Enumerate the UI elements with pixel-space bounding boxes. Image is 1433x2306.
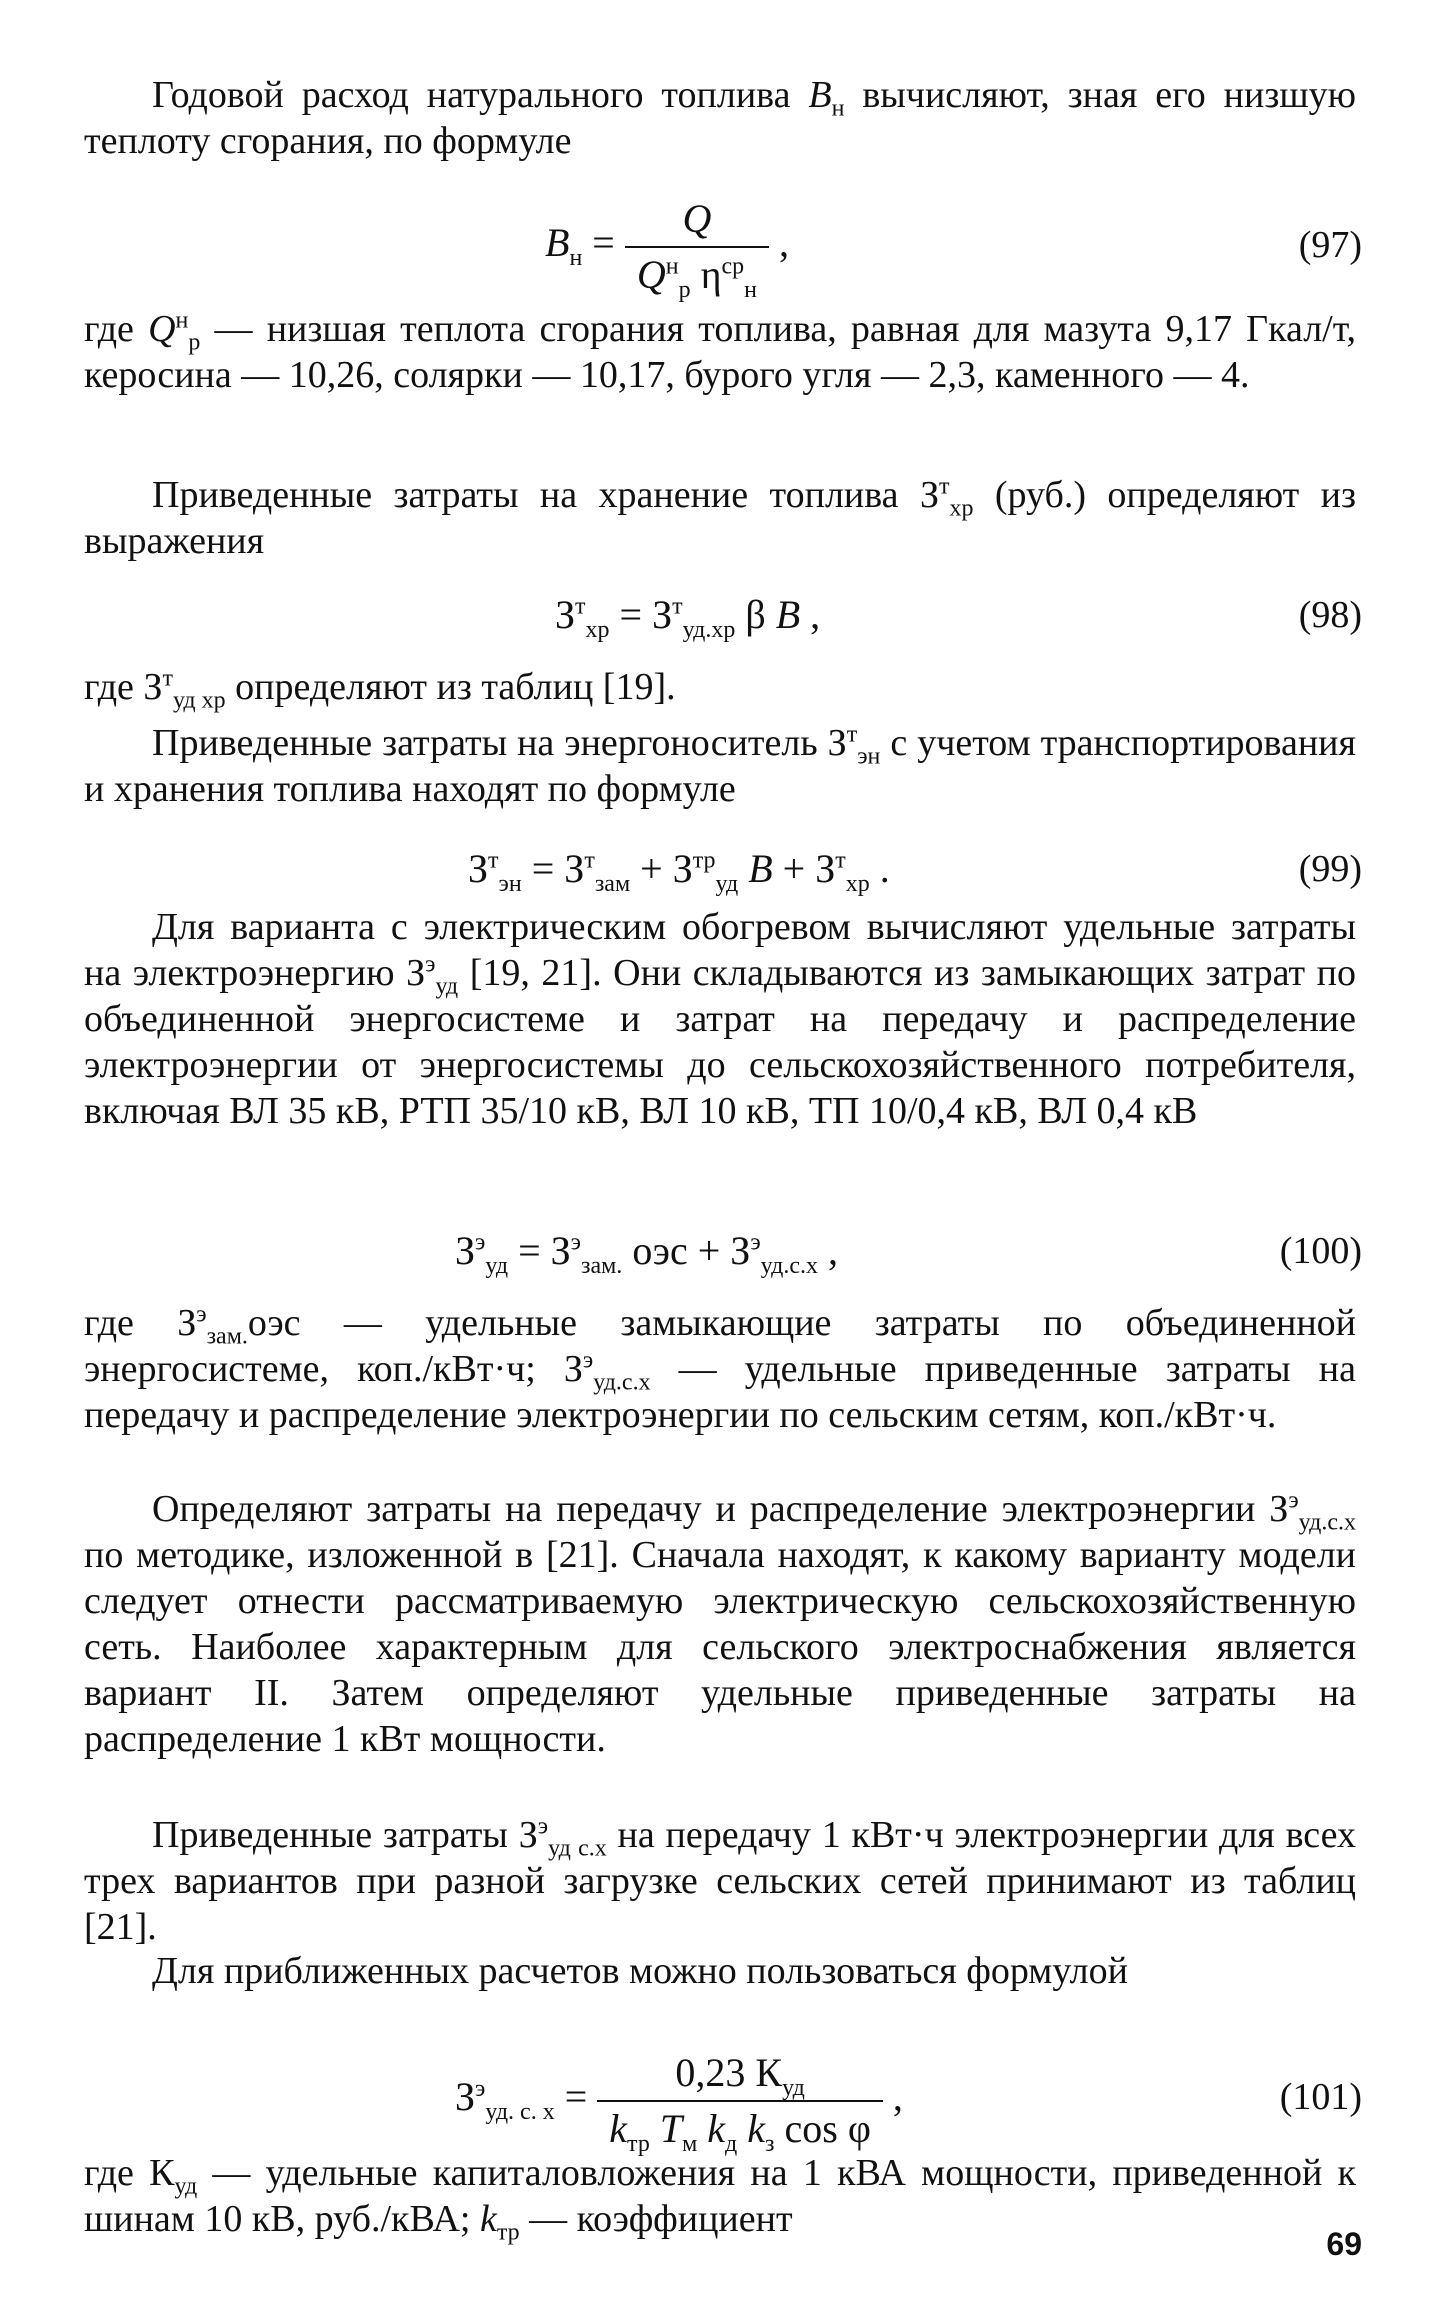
- paragraph-7: где $З^э_{зам.}оэс$ — удельные замыкающие затраты по объединенной энергосистеме, коп./кВт·ч; $З^э_{уд.с.х}$ — удельные приведенные затраты на передачу и распределение электроэнергии по сельским сетям, коп./кВт·ч.: [84, 1301, 1356, 1436]
- fraction-97: $\frac{Q}{Q^н_р \eta^{ср}_н}$: [625, 196, 769, 298]
- paragraph-2: где $Q^н_р$ — низшая теплота сгорания топлива, равная для мазута 9,17 Гкал/т, керосина — 10,26, солярки — 10,17, бурого угля — 2,3, каменного — 4.: [84, 307, 1356, 396]
- paragraph-5: Приведенные затраты на энергоноситель $З^т_{эн}$ с учетом транспортирования и хранения топлива находят по формуле: [84, 721, 1356, 810]
- fraction-101: $\frac{0,23 К_{уд}}{k_{тр} T_м k_д k_з \cos \varphi}$: [597, 2050, 883, 2152]
- paragraph-10: Для приближенных расчетов можно пользоваться формулой: [152, 1950, 1128, 1992]
- equation-number-101: (101): [1279, 2076, 1362, 2118]
- equation-101: $З^э_{уд. с. х}$ = $\frac{0,23 К_{уд}}{k_{тр} T_м k_д k_з \cos \varphi}$ ,: [455, 2050, 903, 2157]
- paragraph-6: Для варианта с электрическим обогревом вычисляют удельные затраты на электроэнергию $З^э_{уд}$ [19, 21]. Они складываются из замыкающих затрат по объединенной энергосистеме и затрат на передачу и распределение электроэнергии от энергосистемы до сельскохозяйственного потребителя, включая ВЛ 35 кВ, РТП 35/10 кВ, ВЛ 10 кВ, ТП 10/0,4 кВ, ВЛ 0,4 кВ: [84, 906, 1356, 1132]
- paragraph-1: Годовой расход натурального топлива $B_н$ вычисляют, зная его низшую теплоту сгорания, по формуле: [84, 74, 1356, 162]
- paragraph-9: Приведенные затраты $З^э_{уд с.х}$ на передачу 1 кВт·ч электроэнергии для всех трех вариантов при разной загрузке сельских сетей принимают из таблиц [21].: [84, 1813, 1356, 1948]
- equation-100: $З^э_{уд} = З^э_{зам.}$ оэс + $З^э_{уд.с.х}$ ,: [455, 1228, 838, 1279]
- paragraph-8: Определяют затраты на передачу и распределение электроэнергии $З^э_{уд.с.х}$ по методике, изложенной в [21]. Сначала находят, к какому варианту модели следует отнести рассматриваемую электрическую сельскохозяйственную сеть. Наиболее характерным для сельского электроснабжения является вариант II. Затем определяют удельные приведенные затраты на распределение 1 кВт мощности.: [84, 1487, 1356, 1760]
- equation-99: $З^т_{эн} = З^т_{зам} + З^{тр}_{уд}$ $B + З^т_{хр}$ .: [468, 846, 890, 897]
- paragraph-11: где $К_{уд}$ — удельные капиталовложения на 1 кВА мощности, приведенной к шинам 10 кВ, руб./кВА; $k_{тр}$ — коэффициент: [84, 2152, 1356, 2246]
- paragraph-4: где $З^т_{уд хр}$ определяют из таблиц [19].: [84, 665, 676, 714]
- equation-number-97: (97): [1298, 224, 1362, 266]
- equation-number-99: (99): [1298, 848, 1362, 890]
- equation-number-98: (98): [1298, 594, 1362, 636]
- paragraph-3: Приведенные затраты на хранение топлива $З^т_{хр}$ (руб.) определяют из выражения: [84, 473, 1356, 562]
- equation-97: $B_н$ = $\frac{Q}{Q^н_р \eta^{ср}_н}$ ,: [545, 196, 789, 303]
- page-number: 69: [1326, 2226, 1362, 2262]
- equation-number-100: (100): [1279, 1230, 1362, 1272]
- equation-98: $З^т_{хр} = З^т_{уд.хр}$ β B ,: [555, 592, 821, 643]
